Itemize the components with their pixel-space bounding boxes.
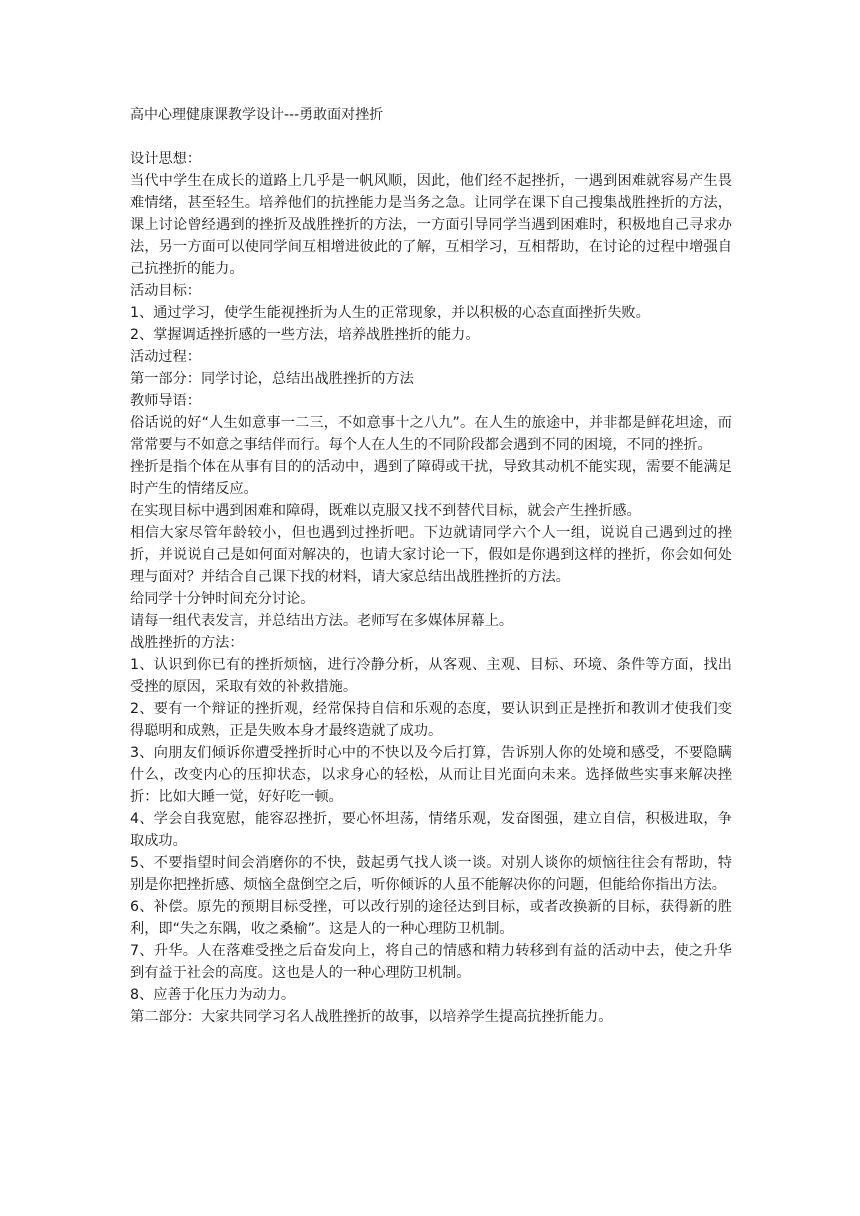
- methods-heading: 战胜挫折的方法：: [130, 635, 244, 651]
- goal-item-1: 1、通过学习，使学生能视挫折为人生的正常现象，并以积极的心态直面挫折失败。: [130, 305, 650, 321]
- paragraph-definition: 挫折是指个体在从事有目的的活动中，遇到了障碍或干扰，导致其动机不能实现，需要不能满足时产生的情绪反应。: [130, 459, 732, 497]
- paragraph-design-idea: 当代中学生在成长的道路上几乎是一帆风顺，因此，他们经不起挫折，一遇到困难就容易产生畏难情绪，甚至轻生。培养他们的抗挫能力是当务之急。让同学在课下自己搜集战胜挫折的方法，课上讨论曾经遇到的挫折及战胜挫折的方法，一方面引导同学当遇到困难时，积极地自己寻求办法，另一方面可以使同学间互相增进彼此的了解，互相学习，互相帮助，在讨论的过程中增强自己抗挫折的能力。: [130, 173, 732, 277]
- method-item-5: 5、不要指望时间会消磨你的不快，鼓起勇气找人谈一谈。对别人谈你的烦恼往往会有帮助，特别是你把挫折感、烦恼全盘倒空之后，听你倾诉的人虽不能解决你的问题，但能给你指出方法。: [130, 855, 732, 893]
- document-title: 高中心理健康课教学设计---勇敢面对挫折: [130, 107, 384, 123]
- section-heading-design-idea: 设计思想：: [130, 151, 201, 167]
- paragraph-group-task: 相信大家尽管年龄较小，但也遇到过挫折吧。下边就请同学六个人一组，说说自己遇到过的挫折，并说说自己是如何面对解决的，也请大家讨论一下，假如是你遇到这样的挫折，你会如何处理与面对？并结合自己课下找的材料，请大家总结出战胜挫折的方法。: [130, 525, 732, 585]
- part-one-heading: 第一部分：同学讨论，总结出战胜挫折的方法: [130, 371, 414, 387]
- paragraph-discussion-time: 给同学十分钟时间充分讨论。: [130, 591, 315, 607]
- method-item-6: 6、补偿。原先的预期目标受挫，可以改行别的途径达到目标，或者改换新的目标，获得新的胜利，即“失之东隅，收之桑榆”。这是人的一种心理防卫机制。: [130, 899, 732, 937]
- paragraph-group-report: 请每一组代表发言，并总结出方法。老师写在多媒体屏幕上。: [130, 613, 514, 629]
- document-body: [130, 148, 732, 1028]
- section-heading-process: 活动过程：: [130, 349, 201, 365]
- method-item-8: 8、应善于化压力为动力。: [130, 987, 296, 1003]
- section-heading-goals: 活动目标：: [130, 283, 201, 299]
- method-item-1: 1、认识到你已有的挫折烦恼，进行冷静分析，从客观、主观、目标、环境、条件等方面，找出受挫的原因，采取有效的补救措施。: [130, 657, 732, 695]
- method-item-2: 2、要有一个辩证的挫折观，经常保持自信和乐观的态度，要认识到正是挫折和教训才使我们变得聪明和成熟，正是失败本身才最终造就了成功。: [130, 701, 732, 739]
- method-item-3: 3、向朋友们倾诉你遭受挫折时心中的不快以及今后打算，告诉别人你的处境和感受，不要隐瞒什么，改变内心的压抑状态，以求身心的轻松，从而让目光面向未来。选择做些实事来解决挫折：比如大睡一觉，好好吃一顿。: [130, 745, 732, 805]
- paragraph-frustration: 在实现目标中遇到困难和障碍，既难以克服又找不到替代目标，就会产生挫折感。: [130, 503, 641, 519]
- method-item-7: 7、升华。人在落难受挫之后奋发向上，将自己的情感和精力转移到有益的活动中去，使之升华到有益于社会的高度。这也是人的一种心理防卫机制。: [130, 943, 732, 981]
- goal-item-2: 2、掌握调适挫折感的一些方法，培养战胜挫折的能力。: [130, 327, 480, 343]
- teacher-intro-heading: 教师导语：: [130, 393, 201, 409]
- part-two-heading: 第二部分：大家共同学习名人战胜挫折的故事，以培养学生提高抗挫折能力。: [130, 1009, 613, 1025]
- method-item-4: 4、学会自我宽慰，能容忍挫折，要心怀坦荡，情绪乐观，发奋图强，建立自信，积极进取，争取成功。: [130, 811, 732, 849]
- paragraph-proverb: 俗话说的好“人生如意事一二三，不如意事十之八九”。在人生的旅途中，并非都是鲜花坦途，而常常要与不如意之事结伴而行。每个人在人生的不同阶段都会遇到不同的困境，不同的挫折。: [130, 415, 732, 453]
- document-page: [130, 104, 732, 1028]
